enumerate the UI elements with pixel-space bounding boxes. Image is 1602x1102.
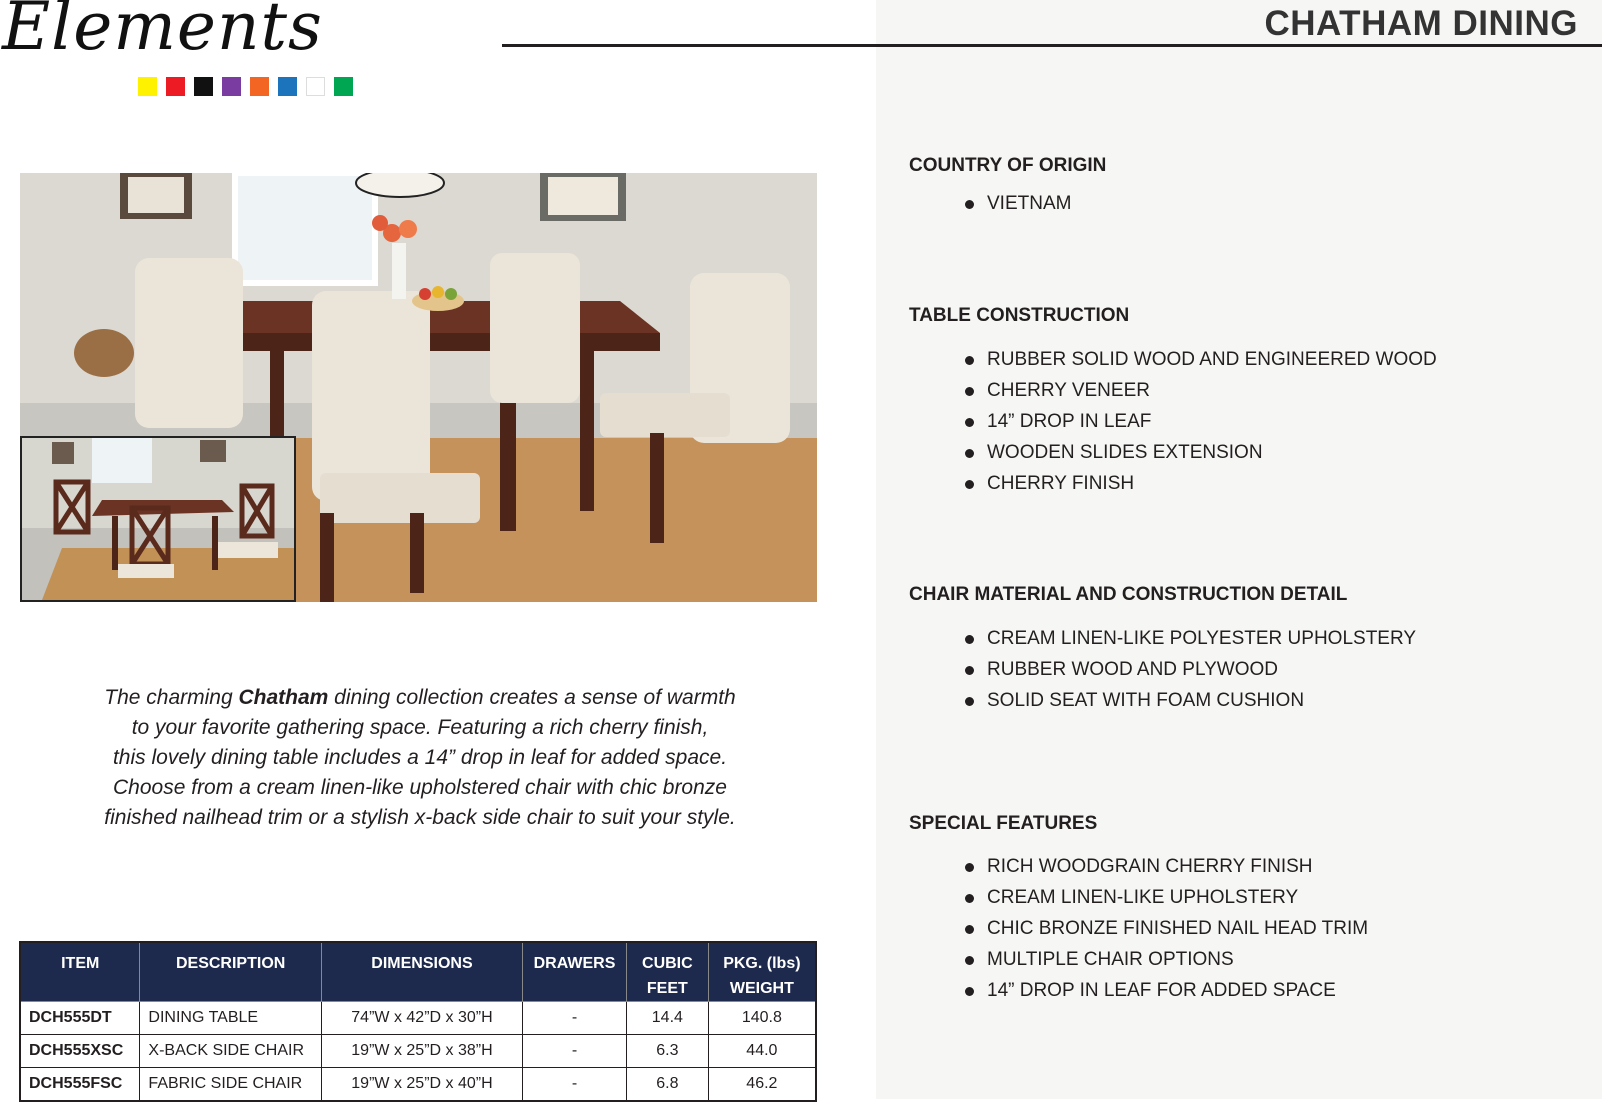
description-line: Choose from a cream linen-like upholstered chair with chic bronze xyxy=(113,776,727,799)
drawers-cell: - xyxy=(523,1002,627,1035)
list-item: RICH WOODGRAIN CHERRY FINISH xyxy=(965,851,1368,882)
weight-cell: 44.0 xyxy=(708,1035,816,1068)
spec-table xyxy=(19,941,817,1102)
list-item: SOLID SEAT WITH FOAM CUSHION xyxy=(965,685,1416,716)
collection-name: Chatham xyxy=(238,686,329,709)
product-description xyxy=(40,683,800,833)
section-heading-table-construction: TABLE CONSTRUCTION xyxy=(909,305,1130,326)
table-row xyxy=(20,1002,816,1035)
list-item: MULTIPLE CHAIR OPTIONS xyxy=(965,944,1368,975)
drawers-cell: - xyxy=(523,1068,627,1102)
description-text: dining collection creates a sense of warmth xyxy=(328,686,736,709)
page-title: CHATHAM DINING xyxy=(1264,4,1578,43)
item-cell: DCH555FSC xyxy=(20,1068,140,1102)
table-construction-list xyxy=(965,344,1437,499)
description-line: finished nailhead trim or a stylish x-back side chair to suit your style. xyxy=(104,806,736,829)
weight-cell: 140.8 xyxy=(708,1002,816,1035)
item-cell: DCH555DT xyxy=(20,1002,140,1035)
table-header-row xyxy=(20,942,816,1002)
list-item: CREAM LINEN-LIKE UPHOLSTERY xyxy=(965,882,1368,913)
color-swatch xyxy=(138,77,157,96)
country-of-origin-list xyxy=(965,188,1071,219)
dimensions-cell: 19”W x 25”D x 40”H xyxy=(321,1068,522,1102)
column-header: DIMENSIONS xyxy=(321,942,522,1002)
column-header: ITEM xyxy=(20,942,140,1002)
description-cell: X-BACK SIDE CHAIR xyxy=(140,1035,321,1068)
list-item: CHERRY VENEER xyxy=(965,375,1437,406)
list-item: CREAM LINEN-LIKE POLYESTER UPHOLSTERY xyxy=(965,623,1416,654)
list-item: 14” DROP IN LEAF xyxy=(965,406,1437,437)
color-swatch xyxy=(194,77,213,96)
column-header: DESCRIPTION xyxy=(140,942,321,1002)
chair-material-list xyxy=(965,623,1416,716)
header-rule xyxy=(502,44,1602,47)
list-item: RUBBER SOLID WOOD AND ENGINEERED WOOD xyxy=(965,344,1437,375)
table-row xyxy=(20,1068,816,1102)
description-line: this lovely dining table includes a 14” drop in leaf for added space. xyxy=(112,746,728,769)
color-swatch xyxy=(334,77,353,96)
color-swatch xyxy=(166,77,185,96)
description-line: to your favorite gathering space. Featuring a rich cherry finish, xyxy=(131,716,709,739)
column-header: PKG. (lbs) WEIGHT xyxy=(708,942,816,1002)
description-cell: DINING TABLE xyxy=(140,1002,321,1035)
description-cell: FABRIC SIDE CHAIR xyxy=(140,1068,321,1102)
color-swatch xyxy=(222,77,241,96)
color-swatch xyxy=(306,77,325,96)
section-heading-country-of-origin: COUNTRY OF ORIGIN xyxy=(909,155,1107,176)
cubic-feet-cell: 6.8 xyxy=(626,1068,708,1102)
list-item: VIETNAM xyxy=(965,188,1071,219)
list-item: 14” DROP IN LEAF FOR ADDED SPACE xyxy=(965,975,1368,1006)
color-swatch xyxy=(278,77,297,96)
table-row xyxy=(20,1035,816,1068)
cubic-feet-cell: 14.4 xyxy=(626,1002,708,1035)
weight-cell: 46.2 xyxy=(708,1068,816,1102)
list-item: WOODEN SLIDES EXTENSION xyxy=(965,437,1437,468)
item-cell: DCH555XSC xyxy=(20,1035,140,1068)
column-header: CUBIC FEET xyxy=(626,942,708,1002)
description-text: The charming xyxy=(104,686,239,709)
drawers-cell: - xyxy=(523,1035,627,1068)
list-item: CHERRY FINISH xyxy=(965,468,1437,499)
list-item: RUBBER WOOD AND PLYWOOD xyxy=(965,654,1416,685)
cubic-feet-cell: 6.3 xyxy=(626,1035,708,1068)
brand-logo: Elements xyxy=(2,0,323,65)
dimensions-cell: 19”W x 25”D x 38”H xyxy=(321,1035,522,1068)
section-heading-chair-material: CHAIR MATERIAL AND CONSTRUCTION DETAIL xyxy=(909,584,1348,605)
color-swatches xyxy=(138,77,353,96)
list-item: CHIC BRONZE FINISHED NAIL HEAD TRIM xyxy=(965,913,1368,944)
color-swatch xyxy=(250,77,269,96)
special-features-list xyxy=(965,851,1368,1006)
dimensions-cell: 74”W x 42”D x 30”H xyxy=(321,1002,522,1035)
column-header: DRAWERS xyxy=(523,942,627,1002)
inset-photo xyxy=(20,436,296,602)
section-heading-special-features: SPECIAL FEATURES xyxy=(909,813,1098,834)
